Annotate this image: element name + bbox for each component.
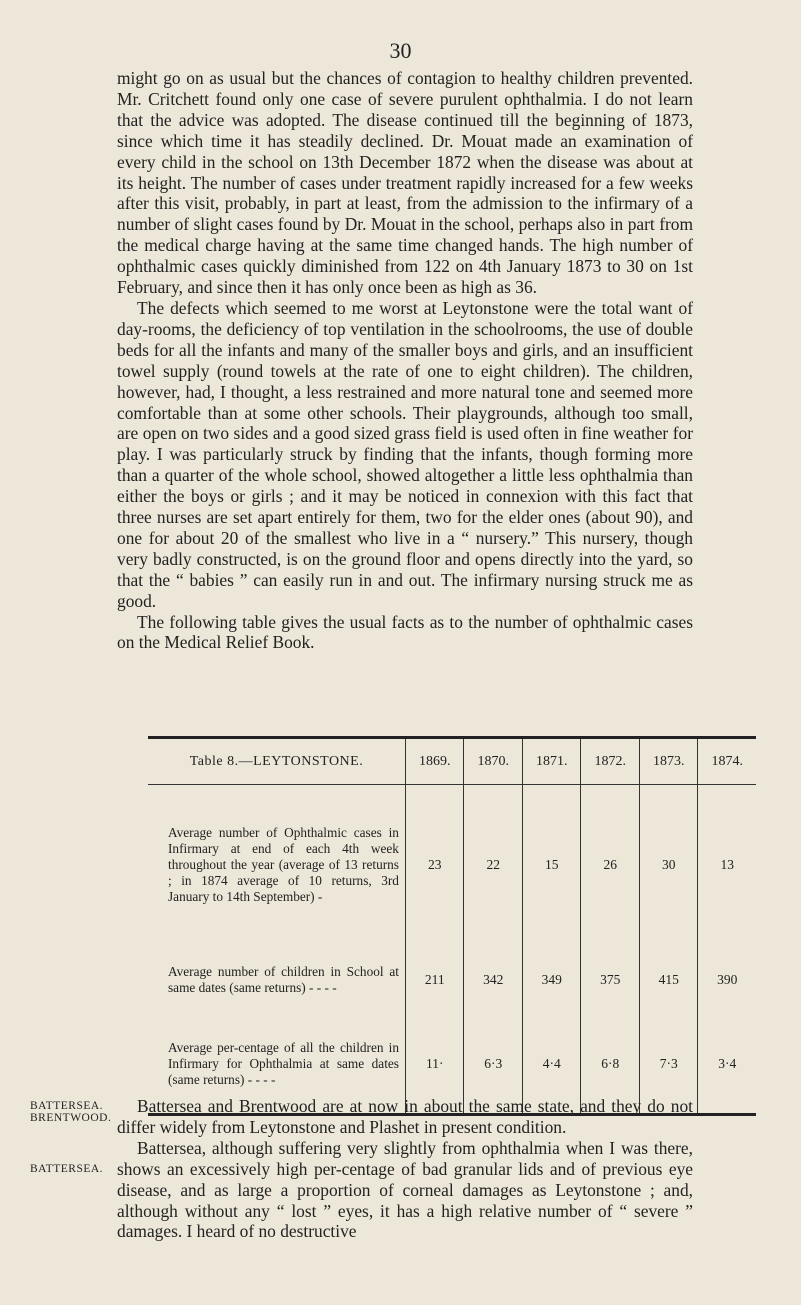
table-cell: 22	[464, 785, 523, 946]
table-leytonstone	[148, 736, 756, 1116]
table-row	[148, 945, 756, 1015]
table-cell: 342	[464, 945, 523, 1015]
paragraph-3: The following table gives the usual facts as to the number of ophthalmic cases on the Medical Relief Book.	[117, 611, 693, 653]
table-title: Table 8.—LEYTONSTONE.	[148, 739, 405, 785]
margin-note-line: BATTERSEA.	[30, 1100, 104, 1112]
table-cell: 6·8	[581, 1015, 640, 1113]
table-cell: 349	[522, 945, 581, 1015]
row-label: Average number of children in School at same dates (same returns) - - - -	[168, 964, 399, 995]
year-header: 1874.	[698, 739, 756, 785]
page-number: 30	[389, 38, 412, 63]
paragraph-5: Battersea, although suffering very slightly from ophthalmia when I was there, shows an excessively high per-centage of bad granular lids and of previous eye disease, and as large a proportion of corneal damages as Leytonstone ; and, although without any “ lost ” eyes, it has a high relative number of “ severe ” damages. I heard of no destructive	[117, 1137, 693, 1242]
body-text	[117, 68, 693, 653]
table-cell: 26	[581, 785, 640, 946]
table-cell: 30	[639, 785, 698, 946]
margin-note-line: BRENTWOOD.	[30, 1112, 112, 1124]
table-header-row	[148, 739, 756, 785]
table-row	[148, 785, 756, 946]
margin-note-battersea-brentwood	[30, 1100, 111, 1124]
table-cell: 4·4	[522, 1015, 581, 1113]
year-header: 1872.	[581, 739, 640, 785]
table-cell: 6·3	[464, 1015, 523, 1113]
paragraph-4: Battersea and Brentwood are at now in about the same state, and they do not differ widely from Leytonstone and Plashet in present condition.	[117, 1096, 693, 1137]
table-cell: 415	[639, 945, 698, 1015]
table-cell: 375	[581, 945, 640, 1015]
table-cell: 11·	[405, 1015, 464, 1113]
year-header: 1870.	[464, 739, 523, 785]
table-cell: 3·4	[698, 1015, 756, 1113]
table-cell: 23	[405, 785, 464, 946]
table-cell: 390	[698, 945, 756, 1015]
paragraph-1: might go on as usual but the chances of contagion to healthy children prevented. Mr. Critchett found only one case of severe purulent ophthalmia. I do not learn that the advice was adopted. The disease continued till the beginning of 1873, since which time it has steadily declined. Dr. Mouat made an examination of every child in the school on 13th December 1872 when the disease was about at its height. The number of cases under treatment rapidly increased for a few weeks after this visit, probably, in part at least, from the admission to the infirmary of a number of slight cases found by Dr. Mouat in the school, perhaps also in part from the medical charge having at the same time changed hands. The high number of ophthalmic cases quickly diminished from 122 on 4th January 1873 to 30 on 1st February, and since then it has only once been as high as 36.	[117, 68, 693, 298]
table-cell: 13	[698, 785, 756, 946]
table-cell: 211	[405, 945, 464, 1015]
margin-note-battersea: BATTERSEA.	[30, 1163, 104, 1175]
year-header: 1871.	[522, 739, 581, 785]
row-label: Average per-centage of all the children in Infirmary for Ophthalmia at same dates (same returns) - - - -	[168, 1040, 399, 1087]
row-label: Average number of Ophthalmic cases in Infirmary at end of each 4th week throughout the year (average of 13 returns ; in 1874 average of 10 returns, 3rd January to 14th September) -	[168, 825, 399, 904]
year-header: 1873.	[639, 739, 698, 785]
tail-text	[117, 1096, 693, 1242]
paragraph-2: The defects which seemed to me worst at Leytonstone were the total want of day-rooms, the deficiency of top ventilation in the schoolrooms, the use of double beds for all the infants and many of the smaller boys and girls, and an insufficient towel supply (round towels at the rate of one to eight children). The children, however, had, I thought, a less restrained and more natural tone and seemed more comfortable than at some other schools. Their playgrounds, although too small, are open on two sides and a good sized grass field is used often in fine weather for play. I was particularly struck by finding that the infants, though forming more than a quarter of the whole school, showed altogether a little less ophthalmia than either the boys or girls ; and it may be noticed in connexion with this fact that three nurses are set apart entirely for them, two for the elder ones (about 90), and one for about 20 of the smallest who live in a “ nursery.” This nursery, though very badly constructed, is on the ground floor and opens directly into the yard, so that the “ babies ” can easily run in and out. The infirmary nursing struck me as good.	[117, 297, 693, 611]
year-header: 1869.	[405, 739, 464, 785]
table-cell: 15	[522, 785, 581, 946]
table-cell: 7·3	[639, 1015, 698, 1113]
